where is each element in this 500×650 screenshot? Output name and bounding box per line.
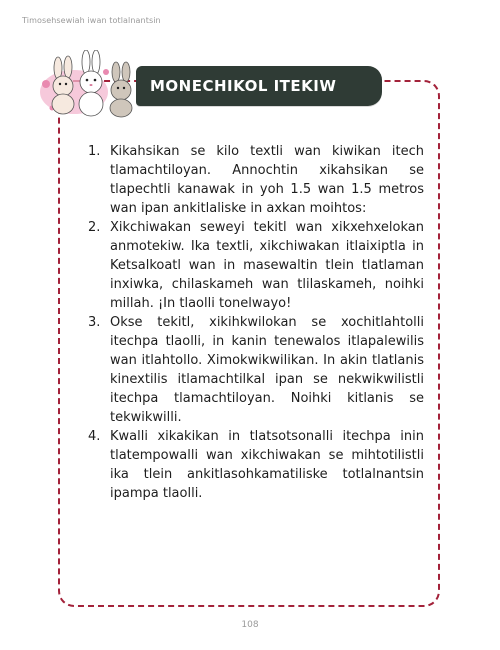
right-rabbit <box>110 62 132 117</box>
list-item <box>88 313 424 427</box>
rabbits-illustration <box>36 50 146 120</box>
item-number: 2. <box>88 220 101 235</box>
list-item <box>88 427 424 503</box>
activity-list <box>88 142 424 503</box>
list-item <box>88 218 424 313</box>
item-text: Kwalli xikakikan in tlatsotsonalli itechpa inin tlatempowalli wan xikchiwakan se mihtotilistli ika tlein ankitlasohkamatiliske totlalnantsin ipampa tlaolli. <box>110 429 424 501</box>
item-number: 4. <box>88 429 101 444</box>
item-number: 1. <box>88 144 101 159</box>
item-number: 3. <box>88 315 101 330</box>
list-item <box>88 142 424 218</box>
section-banner <box>136 66 382 106</box>
section-title: MONECHIKOL ITEKIW <box>150 77 337 95</box>
left-rabbit <box>52 56 74 114</box>
page-number: 108 <box>241 620 259 630</box>
running-header: Timosehsewiah iwan totlalnantsin <box>22 16 161 25</box>
middle-rabbit <box>79 50 103 116</box>
item-text: Xikchiwakan seweyi tekitl wan xikxehxelokan anmotekiw. Ika textli, xikchiwakan itlaixiptla in Ketsalkoatl wan in masewaltin tlein tlatlaman inxiwka, chilaskameh wan tlilaskameh, noihki millah. ¡In tlaolli tonelwayo! <box>110 220 424 311</box>
item-text: Kikahsikan se kilo textli wan kiwikan itech tlamachtiloyan. Annochtin xikahsikan se tlapechtli kanawak in yoh 1.5 wan 1.5 metros wan ipan ankitlaliske in axkan moihtos: <box>110 144 424 216</box>
item-text: Okse tekitl, xikihkwilokan se xochitlahtolli itechpa tlaolli, in kanin tenewalos itlapalewilis wan itlahtollo. Ximokwikwilikan. In akin tlatlanis kinextilis itlamachtilkal ipan se nekwikwilistli itechpa tlamachtiloyan. Noihki kitlanis se tekwikwilli. <box>110 315 424 425</box>
